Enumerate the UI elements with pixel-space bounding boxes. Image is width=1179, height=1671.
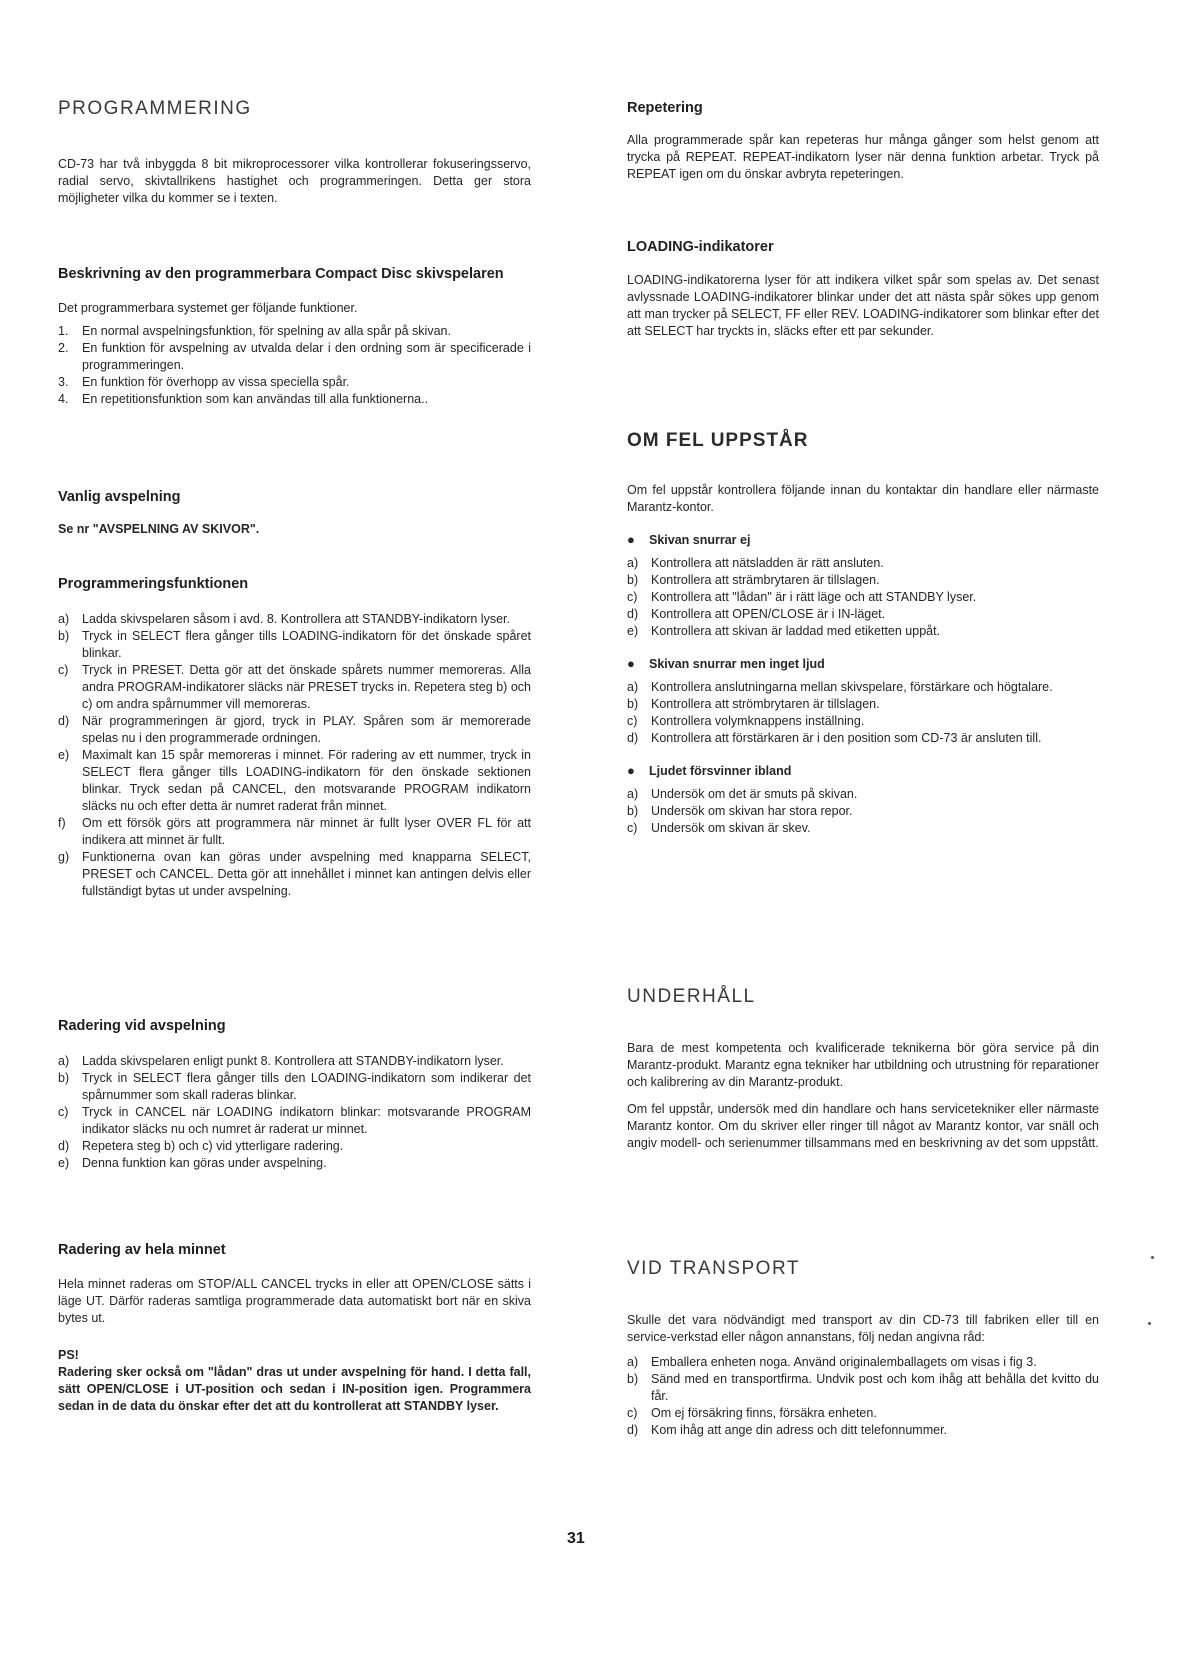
ps-title: PS!: [58, 1348, 79, 1362]
heading-om-fel-uppstar: OM FEL UPPSTÅR: [627, 430, 809, 451]
section-om-fel-uppstar: [627, 430, 1099, 837]
list-item: a) Ladda skivspelaren såsom i avd. 8. Kontrollera att STANDBY-indikatorn lyser.: [58, 612, 510, 626]
list-item: a) Kontrollera anslutningarna mellan skivspelare, förstärkare och högtalare.: [627, 680, 1053, 694]
paragraph-radering-hela-minnet: Hela minnet raderas om STOP/ALL CANCEL trycks in eller att OPEN/CLOSE sätts i läge UT. Därför raderas samtliga programmerade data automatiskt bort när en skiva bytes ut.: [58, 1277, 531, 1325]
list-item: g) Funktionerna ovan kan göras under avspelning med knapparna SELECT, PRESET och CANCEL. Detta gör att innehållet i minnet kan antingen delvis eller fullständigt bytas ut under avspelning.: [58, 850, 531, 898]
heading-programmering: PROGRAMMERING: [58, 98, 252, 119]
paragraph-repetering: Alla programmerade spår kan repeteras hur många gånger som helst genom att trycka på REPEAT. REPEAT-indikatorn lyser när denna funktion arbetar. Tryck på REPEAT igen om du önskar avbryta repeteringen.: [627, 133, 1099, 181]
paragraph-transport-intro: Skulle det vara nödvändigt med transport av din CD-73 till fabriken eller till en service-verkstad eller någon annanstans, följ nedan angivna råd:: [627, 1313, 1099, 1344]
scan-speck: [1148, 1322, 1151, 1325]
list-item: a) Emballera enheten noga. Använd originalemballagets om visas i fig 3.: [627, 1355, 1037, 1369]
list-group-items: [627, 786, 1099, 837]
list-item: e) Kontrollera att skivan är laddad med etiketten uppåt.: [627, 624, 941, 638]
heading-underhall: UNDERHÅLL: [627, 986, 756, 1007]
troubleshoot-group: [627, 532, 1099, 640]
list-item: b) Sänd med en transportfirma. Undvik post och kom ihåg att behålla det kvitto du får.: [627, 1372, 1099, 1403]
list-item: a) Ladda skivspelaren enligt punkt 8. Kontrollera att STANDBY-indikatorn lyser.: [58, 1054, 504, 1068]
paragraph-vanlig-avspelning: Se nr "AVSPELNING AV SKIVOR".: [58, 522, 260, 536]
section-radering-vid-avspelning: [58, 1016, 531, 1172]
paragraph-underhall-2: Om fel uppstår, undersök med din handlare och hans servicetekniker eller närmaste Marantz kontor. Om du skriver eller ringer till något av Marantz kontor, var snäll och angiv modell- och serienummer tillsammans med en beskrivning av det som uppstått.: [627, 1102, 1099, 1150]
heading-vanlig-avspelning: Vanlig avspelning: [58, 489, 181, 505]
list-item: a) Kontrollera att nätsladden är rätt ansluten.: [627, 556, 884, 570]
list-programmeringsfunktionen: [58, 611, 531, 900]
section-loading-indikatorer: [627, 237, 1099, 340]
section-beskrivning: [58, 264, 531, 408]
group-title: ● Skivan snurrar ej: [627, 532, 751, 547]
heading-vid-transport: VID TRANSPORT: [627, 1258, 800, 1279]
list-item: 1. En normal avspelningsfunktion, för spelning av alla spår på skivan.: [58, 324, 451, 338]
section-programmeringsfunktionen: [58, 574, 531, 900]
section-underhall: [627, 986, 1099, 1152]
list-item: b) Tryck in SELECT flera gånger tills LOADING-indikatorn för det önskade spåret blinkar.: [58, 629, 531, 660]
list-item: c) Tryck in CANCEL när LOADING indikatorn blinkar: motsvarande PROGRAM indikator släcks nu och numret är raderat ur minnet.: [58, 1105, 531, 1136]
list-item: e) Maximalt kan 15 spår memoreras i minnet. För radering av ett nummer, tryck in SELECT flera gånger tills LOADING-indikatorn för den önskade sektionen blinkar. Tryck sedan på CANCEL, den motsvarande PROGRAM indikatorn släcks nu och efter detta är numret raderat från minnet.: [58, 748, 531, 813]
group-title: ● Skivan snurrar men inget ljud: [627, 656, 825, 671]
list-item: c) Undersök om skivan är skev.: [627, 821, 811, 835]
list-item: c) Tryck in PRESET. Detta gör att det önskade spårets nummer memoreras. Alla andra PROGRAM-indikatorer släcks när PRESET trycks in. Repetera steg b) och c) om andra spårnummer vill memoreras.: [58, 663, 531, 711]
heading-repetering: Repetering: [627, 100, 703, 116]
section-programmering: [58, 98, 531, 207]
list-item: d) Kontrollera att förstärkaren är i den position som CD-73 är ansluten till.: [627, 731, 1042, 745]
list-beskrivning: [58, 323, 531, 408]
list-item: c) Kontrollera att "lådan" är i rätt läge och att STANDBY lyser.: [627, 590, 977, 604]
bullet-icon: ●: [627, 532, 635, 547]
list-item: d) Kom ihåg att ange din adress och ditt telefonnummer.: [627, 1423, 948, 1437]
list-item: d) När programmeringen är gjord, tryck in PLAY. Spåren som är memorerade spelas nu i den programmerade ordningen.: [58, 714, 531, 745]
ps-text: Radering sker också om "lådan" dras ut under avspelning för hand. I detta fall, sätt OPEN/CLOSE i UT-position och sedan i IN-position igen. Programmera sedan in de data du önskar efter det att du kontrollerat att STANDBY lyser.: [58, 1365, 531, 1413]
troubleshoot-group: [627, 763, 1099, 837]
list-item: b) Undersök om skivan har stora repor.: [627, 804, 853, 818]
section-vid-transport: [627, 1258, 1099, 1439]
paragraph-programmering: CD-73 har två inbyggda 8 bit mikroprocessorer vilka kontrollerar fokuseringsservo, radial servo, skivtallrikens hastighet och programmeringen. Detta ger stora möjligheter vilka du kommer se i texten.: [58, 157, 531, 205]
page-number: 31: [567, 1530, 585, 1547]
bullet-icon: ●: [627, 763, 635, 778]
heading-radering-vid-avspelning: Radering vid avspelning: [58, 1018, 226, 1034]
bullet-icon: ●: [627, 656, 635, 671]
troubleshoot-group: [627, 656, 1099, 747]
section-repetering: [627, 98, 1099, 183]
paragraph-underhall-1: Bara de mest kompetenta och kvalificerade teknikerna bör göra service på din Marantz-produkt. Marantz egna tekniker har utbildning och utrustning för reparationer och kalibrering av din Marantz-produkt.: [627, 1041, 1099, 1089]
list-item: d) Repetera steg b) och c) vid ytterligare radering.: [58, 1139, 344, 1153]
list-item: 2. En funktion för avspelning av utvalda delar i den ordning som är specificerade i programmeringen.: [58, 341, 531, 372]
heading-radering-hela-minnet: Radering av hela minnet: [58, 1242, 226, 1258]
list-item: b) Tryck in SELECT flera gånger tills den LOADING-indikatorn som indikerar det spårnummer som skall raderas blinkar.: [58, 1071, 531, 1102]
list-item: c) Kontrollera volymknappens inställning.: [627, 714, 865, 728]
heading-beskrivning: Beskrivning av den programmerbara Compact Disc skivspelaren: [58, 266, 504, 282]
list-radering-vid-avspelning: [58, 1053, 531, 1172]
heading-loading-indikatorer: LOADING-indikatorer: [627, 239, 774, 255]
heading-programmeringsfunktionen: Programmeringsfunktionen: [58, 576, 249, 592]
paragraph-beskrivning-intro: Det programmerbara systemet ger följande funktioner.: [58, 301, 358, 315]
section-vanlig-avspelning: [58, 487, 531, 538]
list-item: 3. En funktion för överhopp av vissa speciella spår.: [58, 375, 350, 389]
list-item: f) Om ett försök görs att programmera när minnet är fullt lyser OVER FL för att indikera att minnet är fullt.: [58, 816, 531, 847]
list-item: c) Om ej försäkring finns, försäkra enheten.: [627, 1406, 877, 1420]
list-item: 4. En repetitionsfunktion som kan användas till alla funktionerna..: [58, 392, 429, 406]
list-item: b) Kontrollera att strämbrytaren är tillslagen.: [627, 573, 880, 587]
list-item: d) Kontrollera att OPEN/CLOSE är i IN-läget.: [627, 607, 886, 621]
scan-speck: [1151, 1256, 1154, 1259]
group-title: ● Ljudet försvinner ibland: [627, 763, 792, 778]
list-item: a) Undersök om det är smuts på skivan.: [627, 787, 858, 801]
paragraph-om-fel-intro: Om fel uppstår kontrollera följande innan du kontaktar din handlare eller närmaste Marantz-kontor.: [627, 483, 1099, 514]
section-radering-hela-minnet: [58, 1240, 531, 1415]
list-group-items: [627, 555, 1099, 640]
paragraph-loading-indikatorer: LOADING-indikatorerna lyser för att indikera vilket spår som spelas av. Det senast avlyssnade LOADING-indikatorer blinkar under det att nästa spår sökes upp genom att man trycker på SELECT, FF eller REV. LOADING-indikatorer som blinkar efter det att SELECT har tryckts in, släcks efter ett par sekunder.: [627, 273, 1099, 338]
list-transport: [627, 1354, 1099, 1439]
list-item: e) Denna funktion kan göras under avspelning.: [58, 1156, 327, 1170]
list-item: b) Kontrollera att strömbrytaren är tillslagen.: [627, 697, 880, 711]
list-group-items: [627, 679, 1099, 747]
